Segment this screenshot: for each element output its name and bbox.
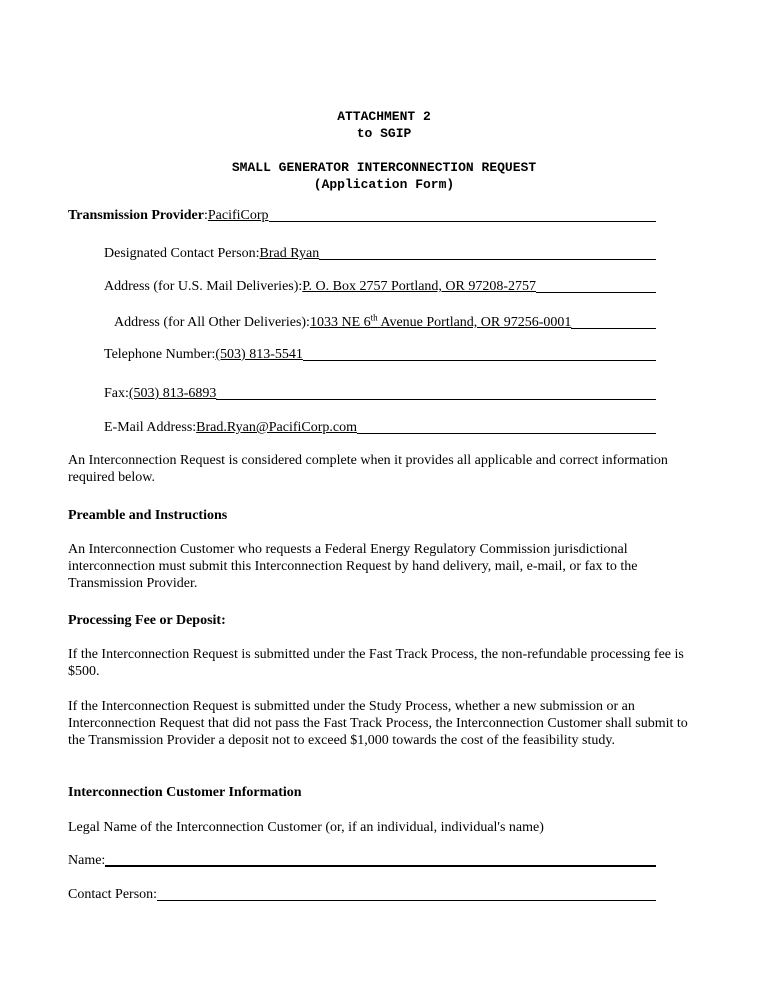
fee-heading: Processing Fee or Deposit:: [68, 613, 226, 628]
fill-line: [269, 221, 656, 222]
transmission-provider-label: Transmission Provider: [68, 208, 204, 223]
preamble-text: An Interconnection Customer who requests a Federal Energy Regulatory Commission jurisdictional interconnection must submit this Interconnection Request by hand delivery, mail, e-mail, or fax to the Transmission Provider.: [68, 542, 638, 591]
other-address-value: 1033 NE 6th Avenue Portland, OR 97256-0001: [309, 312, 572, 330]
mail-address-label: Address (for U.S. Mail Deliveries):: [104, 279, 303, 294]
mail-address-value: P. O. Box 2757 Portland, OR 97208-2757: [302, 279, 537, 294]
transmission-provider-value: PacifiCorp: [207, 208, 269, 223]
telephone-value: (503) 813-5541: [215, 347, 303, 362]
email-value: Brad.Ryan@PacifiCorp.com: [196, 420, 358, 435]
customer-name-blank[interactable]: [105, 865, 656, 867]
customer-info-heading: Interconnection Customer Information: [68, 785, 302, 800]
customer-name-field[interactable]: [68, 852, 656, 869]
mail-address-field: [104, 278, 656, 295]
other-address-field: [114, 314, 656, 331]
customer-name-label: Name:: [68, 853, 106, 868]
attachment-subheading: to SGIP: [356, 126, 412, 141]
legal-name-note: Legal Name of the Interconnection Customer (or, if an individual, individual's name): [68, 820, 544, 835]
fill-line: [357, 433, 656, 434]
telephone-field: [104, 346, 656, 363]
attachment-heading: ATTACHMENT 2: [337, 109, 431, 124]
fee-study-text: If the Interconnection Request is submitted under the Study Process, whether a new submission or an Interconnection Request that did not pass the Fast Track Process, the Interconnection Customer shall submit to the Transmission Provider a deposit not to exceed $1,000 towards the cost of the feasibility study.: [68, 699, 688, 748]
fax-value: (503) 813-6893: [128, 386, 217, 401]
fill-line: [536, 292, 656, 293]
fax-field: [104, 385, 656, 402]
customer-contact-field[interactable]: [68, 886, 656, 903]
contact-person-value: Brad Ryan: [259, 246, 320, 261]
contact-person-field: [104, 245, 656, 262]
fax-label: Fax:: [104, 386, 129, 401]
email-field: [104, 419, 656, 436]
preamble-heading: Preamble and Instructions: [68, 508, 228, 523]
form-subtitle: (Application Form): [313, 177, 455, 192]
customer-contact-blank[interactable]: [157, 900, 656, 901]
fee-fast-track-text: If the Interconnection Request is submitted under the Fast Track Process, the non-refundable processing fee is $500.: [68, 647, 684, 679]
fill-line: [571, 328, 656, 329]
contact-person-label: Designated Contact Person:: [104, 246, 260, 261]
fill-line: [303, 360, 656, 361]
email-label: E-Mail Address:: [104, 420, 197, 435]
form-title: SMALL GENERATOR INTERCONNECTION REQUEST: [231, 160, 537, 175]
completeness-note: An Interconnection Request is considered complete when it provides all applicable and correct information required below.: [68, 453, 668, 485]
customer-contact-label: Contact Person:: [68, 887, 158, 902]
transmission-provider-field: Transmission Provider : PacifiCorp: [68, 207, 656, 224]
fill-line: [319, 259, 656, 260]
fill-line: [216, 399, 656, 400]
telephone-label: Telephone Number:: [104, 347, 216, 362]
other-address-label: Address (for All Other Deliveries):: [114, 315, 310, 330]
